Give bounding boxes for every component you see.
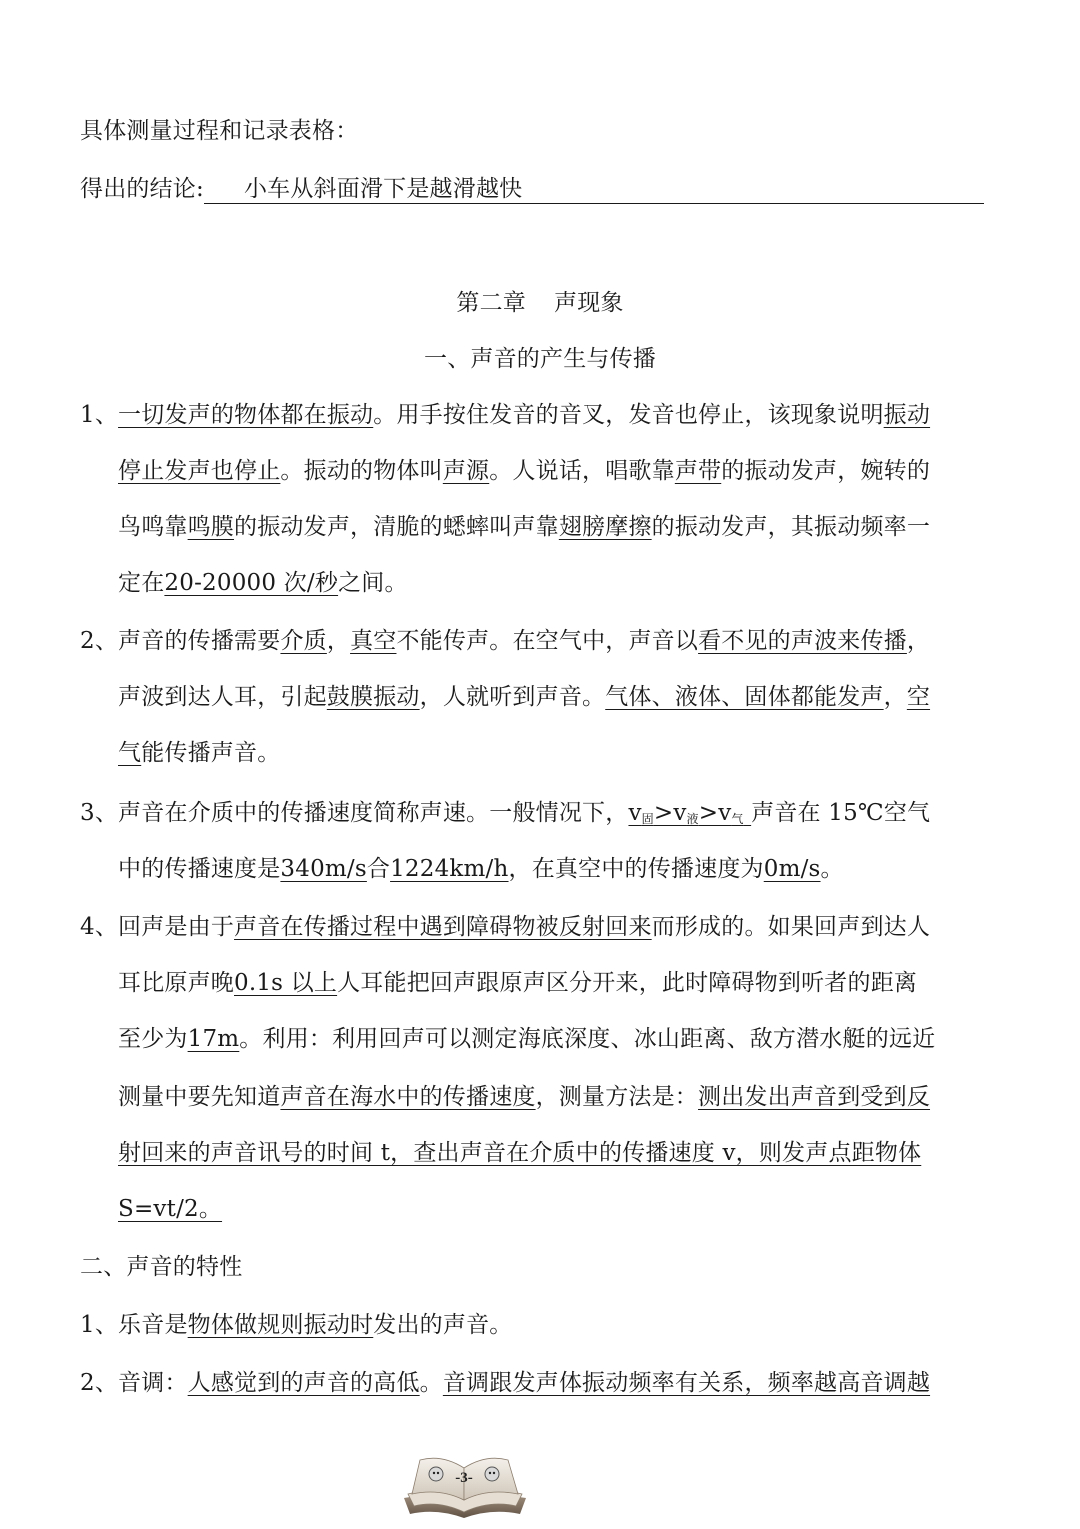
p4-answer: S=vt/2。 xyxy=(118,1196,223,1222)
p4-text: 而形成的。如果回声到达人 xyxy=(651,914,931,940)
p1-text: 鸟鸣靠 xyxy=(118,514,188,540)
measure-label: 具体测量过程和记录表格： xyxy=(80,118,359,144)
subscript-gas: 气 xyxy=(731,812,744,826)
p4-text: 耳比原声晚 xyxy=(118,970,234,996)
chapter-title xyxy=(0,284,1080,317)
p4-answer: 测出发出声音到受到反 xyxy=(698,1084,931,1110)
page-number: -3- xyxy=(455,1470,473,1486)
p4-text: 测量中要先知道 xyxy=(118,1084,281,1110)
s2-item2 xyxy=(80,1364,930,1397)
p4-line5 xyxy=(118,1134,921,1167)
s2-text: 音调： xyxy=(118,1370,188,1396)
p3-text: 。 xyxy=(820,856,844,882)
p2-text: 声波到达人耳，引起 xyxy=(118,684,327,710)
p1-text: 的振动发声，清脆的蟋蟀叫声靠 xyxy=(234,514,559,540)
s2-answer: 物体做规则振动时 xyxy=(187,1312,374,1338)
p3-line2 xyxy=(118,850,844,883)
p2-text: 能传播声音。 xyxy=(141,740,281,766)
p3-line1 xyxy=(80,794,930,827)
chapter-topic: 声现象 xyxy=(554,290,624,316)
p3-number: 3、 xyxy=(80,800,119,826)
p4-answer: 0.1s 以上 xyxy=(234,970,338,996)
p4-answer: 声音在传播过程中遇到障碍物被反射回来 xyxy=(234,914,652,940)
s2-item1 xyxy=(80,1306,512,1339)
p4-line1 xyxy=(80,908,930,941)
p2-text: 声音的传播需要 xyxy=(118,628,281,654)
p1-text: 之间。 xyxy=(338,570,408,596)
s2-item-number: 1、 xyxy=(80,1312,119,1338)
p4-number: 4、 xyxy=(80,914,119,940)
speed-symbol: >v xyxy=(653,800,687,826)
p1-line1 xyxy=(80,396,930,429)
p2-text: 不能传声。在空气中，声音以 xyxy=(396,628,699,654)
p4-text: 至少为 xyxy=(118,1026,188,1052)
p1-number: 1、 xyxy=(80,402,119,428)
p4-answer: 射回来的声音讯号的时间 t，查出声音在介质中的传播速度 v，则发声点距物体 xyxy=(118,1140,922,1166)
p1-text: 。人说话，唱歌靠 xyxy=(489,458,675,484)
section-2-title: 二、声音的特性 xyxy=(80,1254,243,1280)
p2-answer: 气 xyxy=(118,740,142,766)
p4-text: 。利用：利用回声可以测定海底深度、冰山距离、敌方潜水艇的远近 xyxy=(239,1026,936,1052)
subscript-liquid: 液 xyxy=(686,812,699,826)
p4-text: ，测量方法是： xyxy=(535,1084,699,1110)
p2-line1 xyxy=(80,622,930,655)
p2-text: ， xyxy=(906,628,931,654)
s2-item-number: 2、 xyxy=(80,1370,119,1396)
conclusion-line xyxy=(80,170,984,204)
p2-answer: 气体、液体、固体都能发声 xyxy=(605,684,884,710)
conclusion-value: 小车从斜面滑下是越滑越快 xyxy=(204,170,984,204)
p4-text: 回声是由于 xyxy=(118,914,235,940)
p1-text: 的振动发声，其振动频率一 xyxy=(651,514,931,540)
s2-text: 乐音是 xyxy=(118,1312,188,1338)
speed-order xyxy=(628,800,751,826)
p4-line4 xyxy=(118,1078,930,1111)
p3-answer: 0m/s xyxy=(763,856,821,882)
p1-answer: 鸣膜 xyxy=(187,514,235,540)
conclusion-label: 得出的结论: xyxy=(80,176,204,202)
p1-answer: 停止发声也停止 xyxy=(118,458,281,484)
p3-answer: 340m/s xyxy=(280,856,367,882)
p2-line3 xyxy=(118,734,280,767)
p1-answer: 振动 xyxy=(883,402,931,428)
p2-answer: 鼓膜振动 xyxy=(326,684,420,710)
p4-line6 xyxy=(118,1190,222,1223)
p1-text: 定在 xyxy=(118,570,165,596)
p2-line2 xyxy=(118,678,930,711)
p4-answer: 声音在海水中的传播速度 xyxy=(280,1084,536,1110)
s2-answer: 人感觉到的声音的高低 xyxy=(187,1370,420,1396)
speed-symbol: >v xyxy=(698,800,732,826)
p1-answer: 翅膀摩擦 xyxy=(558,514,652,540)
page-footer xyxy=(400,1440,530,1520)
p1-line4 xyxy=(118,564,408,597)
p3-text: 合 xyxy=(366,856,391,882)
p1-line2 xyxy=(118,452,930,485)
p1-text: 的振动发声，婉转的 xyxy=(721,458,931,484)
p1-text: 。用手按住发音的音叉，发音也停止，该现象说明 xyxy=(373,402,884,428)
p2-answer: 真空 xyxy=(350,628,397,654)
p1-answer: 声带 xyxy=(674,458,722,484)
p3-text: 声音在 15℃空气 xyxy=(751,800,931,826)
p4-text: 人耳能把回声跟原声区分开来，此时障碍物到听者的距离 xyxy=(337,970,918,996)
p1-text: 。振动的物体叫 xyxy=(280,458,443,484)
p2-answer: 介质 xyxy=(280,628,327,654)
p2-text: ，人就听到声音。 xyxy=(419,684,606,710)
s2-answer: 音调跟发声体振动频率有关系，频率越高音调越 xyxy=(442,1370,931,1396)
p3-text: ，在真空中的传播速度为 xyxy=(508,856,764,882)
p2-answer: 看不见的声波来传播 xyxy=(698,628,907,654)
p1-answer: 一切发声的物体都在振动 xyxy=(118,402,374,428)
p1-answer: 声源 xyxy=(442,458,490,484)
subscript-solid: 固 xyxy=(641,812,654,826)
s2-text: 。 xyxy=(419,1370,443,1396)
p1-answer: 20-20000 次/秒 xyxy=(164,570,339,596)
p3-text: 中的传播速度是 xyxy=(118,856,281,882)
p4-line3 xyxy=(118,1020,935,1053)
p4-answer: 17m xyxy=(187,1026,240,1052)
p3-answer: 1224km/h xyxy=(390,856,509,882)
p2-number: 2、 xyxy=(80,628,119,654)
section-1-title: 一、声音的产生与传播 xyxy=(424,346,656,372)
p2-text: ， xyxy=(326,628,351,654)
chapter-number: 第二章 xyxy=(456,290,526,316)
p2-answer: 空 xyxy=(906,684,931,710)
p3-text: 声音在介质中的传播速度简称声速。一般情况下， xyxy=(118,800,629,826)
p1-line3 xyxy=(118,508,930,541)
s2-text: 发出的声音。 xyxy=(373,1312,513,1338)
p4-line2 xyxy=(118,964,917,997)
speed-symbol: v xyxy=(628,800,642,826)
open-book-icon xyxy=(400,1440,530,1520)
p2-text: ， xyxy=(883,684,907,710)
